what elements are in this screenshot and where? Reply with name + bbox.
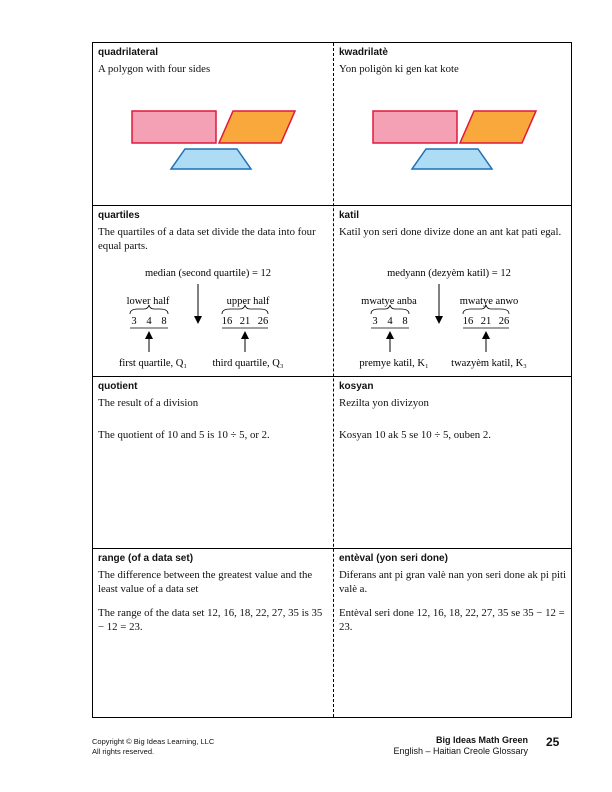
term: quartiles <box>98 210 140 221</box>
copyright-text: Copyright © Big Ideas Learning, LLC <box>92 737 215 746</box>
data-value: 8 <box>402 316 408 327</box>
entry-quotient-ht <box>334 377 573 548</box>
example: The range of the data set 12, 16, 18, 22, 27, 35 is 35 − 12 = 23. <box>98 607 323 633</box>
term: quadrilateral <box>98 47 159 58</box>
data-value: 26 <box>498 316 510 327</box>
example: Entèval seri done 12, 16, 18, 22, 27, 35 se 35 − 12 = 23. <box>339 607 565 633</box>
entry-quadrilateral-ht <box>334 43 573 205</box>
example: The quotient of 10 and 5 is 10 ÷ 5, or 2. <box>98 429 270 441</box>
rectangle-shape <box>373 111 457 143</box>
lower-half-label: mwatye anba <box>361 296 417 307</box>
data-value: 21 <box>239 316 251 327</box>
q1-label: premye katil, K₁ <box>359 358 429 369</box>
parallelogram-shape <box>219 111 295 143</box>
example: Kosyan 10 ak 5 se 10 ÷ 5, ouben 2. <box>339 429 491 441</box>
q3-label: third quartile, Q₃ <box>212 358 284 369</box>
q3-label: twazyèm katil, K₃ <box>451 358 527 369</box>
median-label: medyann (dezyèm katil) = 12 <box>387 268 511 279</box>
definition: A polygon with four sides <box>98 63 211 75</box>
definition: Diferans ant pi gran valè nan yon seri done ak pi piti valè a. <box>339 569 566 595</box>
quadrilateral-illustration <box>339 105 569 195</box>
data-value: 3 <box>372 316 378 327</box>
quartile-diagram <box>98 262 328 372</box>
definition: The difference between the greatest value and the least value of a data set <box>98 569 313 595</box>
median-label: median (second quartile) = 12 <box>144 268 272 279</box>
quartile-diagram <box>339 262 569 372</box>
trapezoid-shape <box>171 149 251 169</box>
trapezoid-shape <box>412 149 492 169</box>
parallelogram-shape <box>460 111 536 143</box>
term: katil <box>339 210 360 221</box>
data-value: 21 <box>480 316 492 327</box>
entry-range-ht <box>334 549 573 719</box>
entry-quadrilateral-en <box>93 43 333 205</box>
data-value: 16 <box>462 316 474 327</box>
upper-half-label: upper half <box>226 296 270 307</box>
definition: The result of a division <box>98 397 199 409</box>
term: kosyan <box>339 381 374 392</box>
entry-quotient-en <box>93 377 333 548</box>
definition: Rezilta yon divizyon <box>339 397 429 409</box>
term: range (of a data set) <box>98 553 194 564</box>
data-value: 3 <box>131 316 137 327</box>
glossary-table <box>92 42 572 718</box>
definition: Katil yon seri done divize done an ant kat pati egal. <box>339 226 562 238</box>
entry-quartiles-en <box>93 206 333 376</box>
book-title: Big Ideas Math Green <box>435 735 528 745</box>
term: entèval (yon seri done) <box>339 553 448 564</box>
definition: Yon poligòn ki gen kat kote <box>339 63 459 75</box>
quadrilateral-illustration <box>98 105 328 195</box>
term: kwadrilatè <box>339 47 388 58</box>
data-value: 8 <box>161 316 167 327</box>
page-number: 25 <box>546 735 560 749</box>
glossary-title: English – Haitian Creole Glossary <box>393 746 528 756</box>
footer-copyright <box>92 737 214 757</box>
lower-half-label: lower half <box>126 296 170 307</box>
data-value: 4 <box>146 316 152 327</box>
term: quotient <box>98 381 138 392</box>
data-value: 16 <box>221 316 233 327</box>
data-value: 26 <box>257 316 269 327</box>
definition: The quartiles of a data set divide the data into four equal parts. <box>98 226 316 252</box>
footer-book-info <box>393 735 528 757</box>
entry-range-en <box>93 549 333 719</box>
rectangle-shape <box>132 111 216 143</box>
entry-quartiles-ht <box>334 206 573 376</box>
upper-half-label: mwatye anwo <box>459 296 519 307</box>
rights-text: All rights reserved. <box>92 747 155 756</box>
q1-label: first quartile, Q₁ <box>118 358 188 369</box>
data-value: 4 <box>387 316 393 327</box>
